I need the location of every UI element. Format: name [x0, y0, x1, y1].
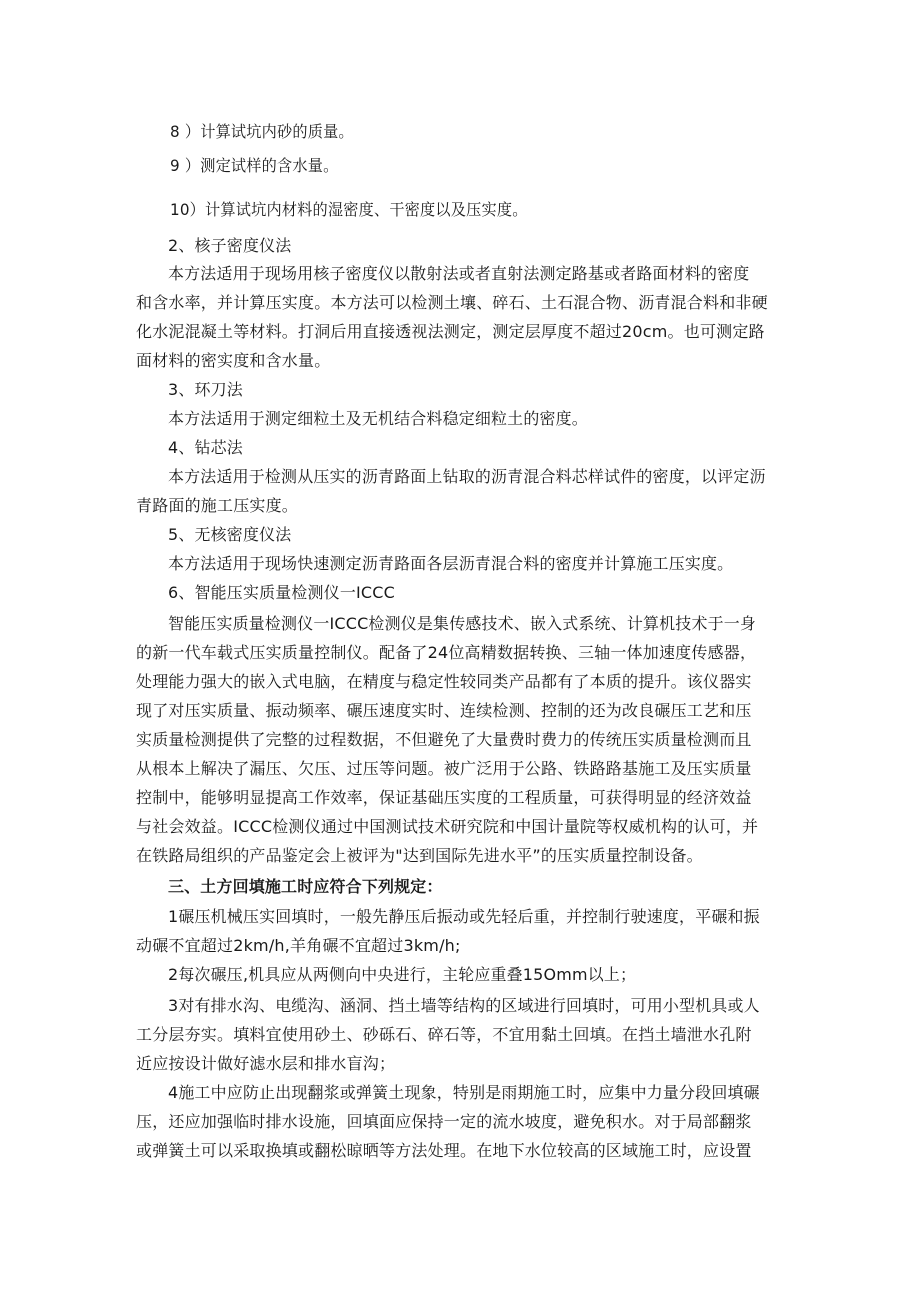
heading-nuclear-density: 2、核子密度仪法 — [168, 236, 292, 255]
paragraph-line: 面材料的密实度和含水量。 — [136, 351, 331, 370]
paragraph-line: 4施工中应防止出现翻浆或弹簧土现象，特别是雨期施工时，应集中力量分段回填碾 — [168, 1083, 760, 1102]
paragraph-line: 化水泥混凝土等材料。打洞后用直接透视法测定，测定层厚度不超过20cm。也可测定路 — [136, 322, 765, 341]
paragraph-line: 近应按设计做好滤水层和排水盲沟； — [136, 1054, 396, 1073]
paragraph-line: 本方法适用于现场用核子密度仪以散射法或者直射法测定路基或者路面材料的密度 — [168, 264, 750, 283]
heading-core-drill: 4、钻芯法 — [168, 438, 243, 457]
paragraph-line: 本方法适用于现场快速测定沥青路面各层沥青混合料的密度并计算施工压实度。 — [168, 554, 734, 573]
paragraph-line: 智能压实质量检测仪一ICCC检测仪是集传感技术、嵌入式系统、计算机技术于一身 — [168, 614, 757, 633]
paragraph-line: 从根本上解决了漏压、欠压、过压等问题。被广泛用于公路、铁路路基施工及压实质量 — [136, 759, 752, 778]
heading-non-nuclear: 5、无核密度仪法 — [168, 525, 292, 544]
paragraph-line: 处理能力强大的嵌入式电脑，在精度与稳定性较同类产品都有了本质的提升。该仪器实 — [136, 672, 752, 691]
paragraph-line: 本方法适用于检测从压实的沥青路面上钻取的沥青混合料芯样试件的密度，以评定沥 — [168, 467, 766, 486]
paragraph-line: 或弹簧土可以采取换填或翻松晾晒等方法处理。在地下水位较高的区域施工时，应设置 — [136, 1141, 752, 1160]
step-10: 10）计算试坑内材料的湿密度、干密度以及压实度。 — [170, 200, 528, 219]
paragraph-line: 控制中，能够明显提高工作效率，保证基础压实度的工程质量，可获得明显的经济效益 — [136, 788, 752, 807]
heading-ring-knife: 3、环刀法 — [168, 380, 243, 399]
paragraph-line: 的新一代车载式压实质量控制仪。配备了24位高精数据转换、三轴一体加速度传感器， — [136, 643, 757, 662]
heading-iccc: 6、智能压实质量检测仪一ICCC — [168, 583, 395, 602]
paragraph-line: 现了对压实质量、振动频率、碾压速度实时、连续检测、控制的还为改良碾压工艺和压 — [136, 701, 752, 720]
paragraph-line: 2每次碾压,机具应从两侧向中央进行，主轮应重叠15Omm以上； — [168, 965, 637, 984]
paragraph-line: 3对有排水沟、电缆沟、涵洞、挡土墙等结构的区域进行回填时，可用小型机具或人 — [168, 996, 760, 1015]
paragraph-line: 压，还应加强临时排水设施，回填面应保持一定的流水坡度，避免积水。对于局部翻浆 — [136, 1112, 752, 1131]
paragraph-line: 与社会效益。ICCC检测仪通过中国测试技术研究院和中国计量院等权威机构的认可，并 — [136, 817, 759, 836]
paragraph-line: 和含水率，并计算压实度。本方法可以检测土壤、碎石、土石混合物、沥青混合料和非硬 — [136, 293, 768, 312]
paragraph-line: 工分层夯实。填料宜使用砂土、砂砾石、碎石等，不宜用黏土回填。在挡土墙泄水孔附 — [136, 1025, 752, 1044]
step-9: 9 ）测定试样的含水量。 — [170, 156, 339, 175]
step-8: 8 ）计算试坑内砂的质量。 — [170, 122, 354, 141]
section-heading-backfill: 三、土方回填施工时应符合下列规定： — [168, 877, 443, 896]
paragraph-line: 1碾压机械压实回填时，一般先静压后振动或先轻后重，并控制行驶速度，平碾和振 — [168, 907, 760, 926]
paragraph-line: 实质量检测提供了完整的过程数据，不但避免了大量费时费力的传统压实质量检测而且 — [136, 730, 752, 749]
paragraph-line: 本方法适用于测定细粒土及无机结合料稳定细粒土的密度。 — [168, 409, 588, 428]
paragraph-line: 青路面的施工压实度。 — [136, 496, 299, 515]
paragraph-line: 在铁路局组织的产品鉴定会上被评为"达到国际先进水平”的压实质量控制设备。 — [136, 846, 703, 865]
paragraph-line: 动碾不宜超过2km/h,羊角碾不宜超过3km/h; — [136, 936, 461, 955]
